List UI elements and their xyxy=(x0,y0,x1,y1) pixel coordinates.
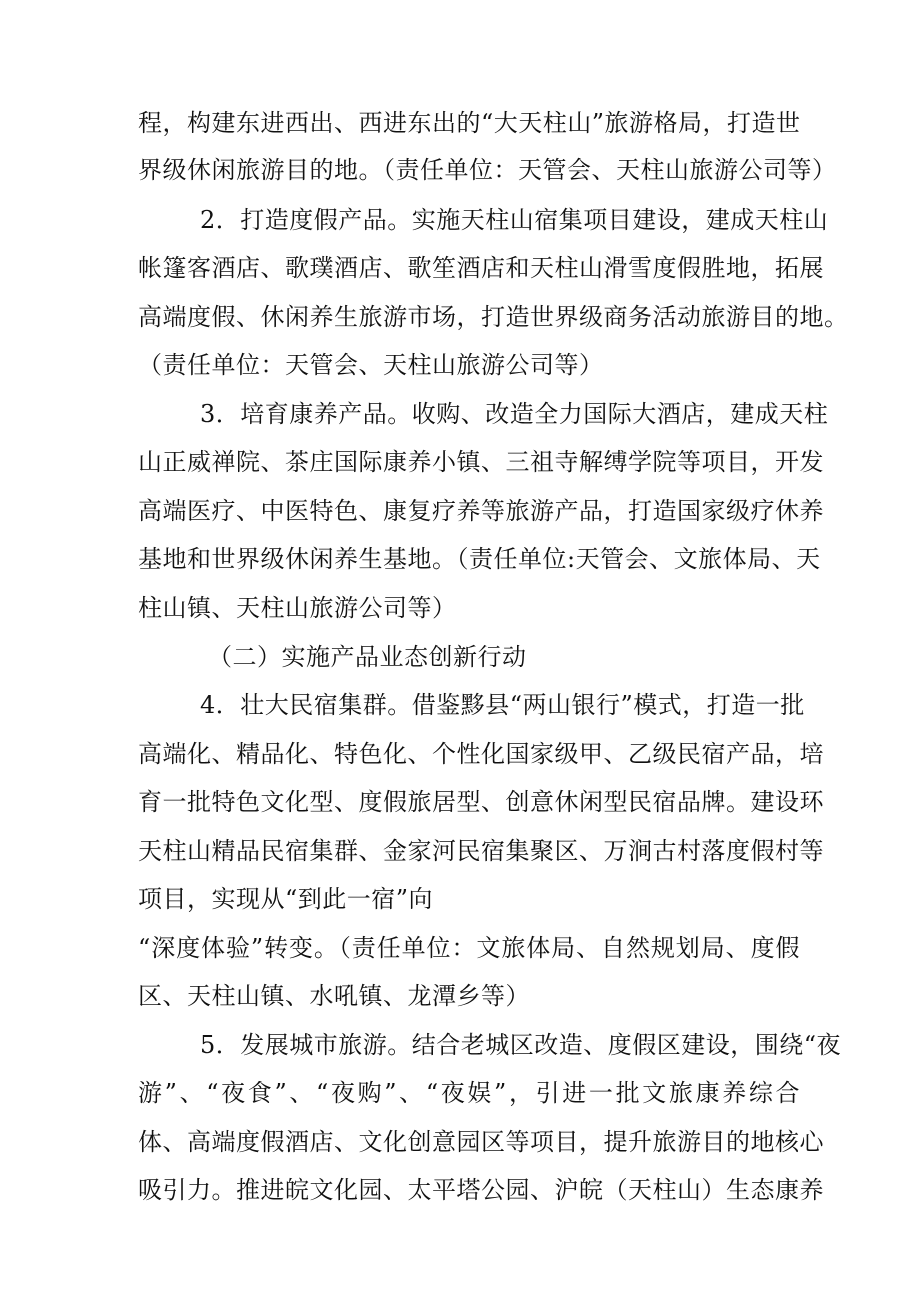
text-line: 高端度假、休闲养生旅游市场，打造世界级商务活动旅游目的地。 xyxy=(138,303,849,331)
text-line: 高端医疗、中医特色、康复疗养等旅游产品，打造国家级疗休养 xyxy=(138,497,824,525)
text-line: 界级休闲旅游目的地。（责任单位：天管会、天柱山旅游公司等） xyxy=(138,156,837,184)
text-line: 帐篷客酒店、歌璞酒店、歌笙酒店和天柱山滑雪度假胜地，拓展 xyxy=(138,254,824,282)
text-line: 基地和世界级休闲养生基地。（责任单位:天管会、文旅体局、天 xyxy=(138,545,821,573)
section-heading: （二）实施产品业态创新行动 xyxy=(208,643,527,671)
text-line: （责任单位：天管会、天柱山旅游公司等） xyxy=(138,351,604,379)
text-line: 山正威禅院、茶庄国际康养小镇、三祖寺解缚学院等项目，开发 xyxy=(138,448,824,476)
text-line: 项目，实现从“到此一宿”向 xyxy=(138,885,434,913)
text-line: 程，构建东进西出、西进东出的“大天柱山”旅游格局，打造世 xyxy=(138,109,801,137)
text-line: 吸引力。推进皖文化园、太平塔公园、沪皖（天柱山）生态康养 xyxy=(138,1176,824,1204)
text-line: 天柱山精品民宿集群、金家河民宿集聚区、万涧古村落度假村等 xyxy=(138,837,824,865)
text-line: 区、天柱山镇、水吼镇、龙潭乡等） xyxy=(138,982,530,1010)
text-line: 2．打造度假产品。实施天柱山宿集项目建设，建成天柱山 xyxy=(200,206,829,234)
text-line: 游”、“夜食”、“夜购”、“夜娱”，引进一批文旅康养综合 xyxy=(138,1079,800,1107)
text-line: 高端化、精品化、特色化、个性化国家级甲、乙级民宿产品，培 xyxy=(138,740,824,768)
text-line: 柱山镇、天柱山旅游公司等） xyxy=(138,594,457,622)
text-line: 3．培育康养产品。收购、改造全力国际大酒店，建成天柱 xyxy=(200,400,829,428)
text-line: 体、高端度假酒店、文化创意园区等项目，提升旅游目的地核心 xyxy=(138,1128,824,1156)
text-line: 育一批特色文化型、度假旅居型、创意休闲型民宿品牌。建设环 xyxy=(138,788,824,816)
text-line: 4．壮大民宿集群。借鉴黟县“两山银行”模式，打造一批 xyxy=(200,691,805,719)
text-line: 5．发展城市旅游。结合老城区改造、度假区建设，围绕“夜 xyxy=(200,1031,842,1059)
text-line: “深度体验”转变。（责任单位：文旅体局、自然规划局、度假 xyxy=(138,934,800,962)
